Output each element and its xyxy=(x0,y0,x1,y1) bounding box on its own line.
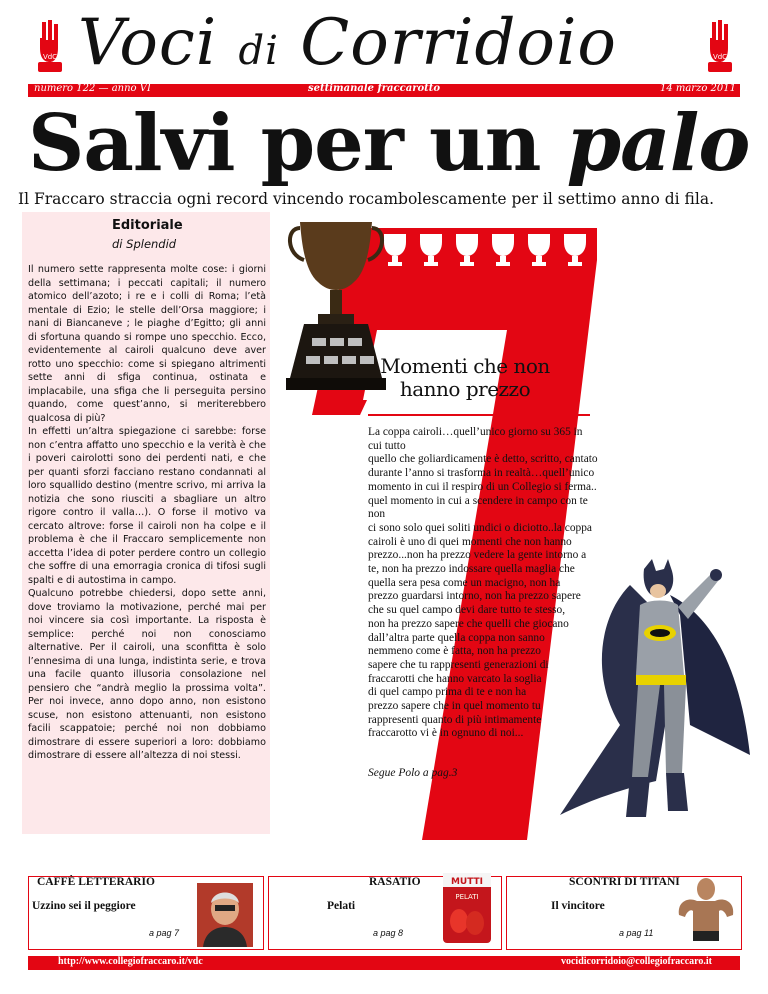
continue-reference-link[interactable]: Segue Polo a pag.3 xyxy=(368,767,458,779)
issue-date: 14 marzo 2011 xyxy=(659,83,736,94)
newspaper-title: Voci di Corridoio xyxy=(78,6,617,80)
feature-line: sapere che tu rappresenti generazioni di xyxy=(368,658,549,671)
editorial-title: Editoriale xyxy=(112,218,183,233)
page-reference: a pag 11 xyxy=(619,928,654,938)
tomato-can-image xyxy=(441,871,493,945)
feature-line: quel momento in cui a scendere in campo con te non xyxy=(368,494,588,521)
section-subtitle: Uzzino sei il peggiore xyxy=(32,900,136,912)
feature-line: te, non ha prezzo indossare quella maglia che xyxy=(368,563,575,576)
section-title: RASATIO xyxy=(369,876,421,888)
bottom-box-rasatio[interactable] xyxy=(268,876,502,950)
hand-logo-icon xyxy=(702,18,738,74)
feature-line: cairoli è uno di quei momenti che non hanno xyxy=(368,535,572,548)
svg-text:PELATI: PELATI xyxy=(455,893,479,901)
headline: Salvi per un palo xyxy=(28,98,750,189)
feature-line: rappresenti quanto di più intimamente xyxy=(368,713,542,726)
editorial-box xyxy=(22,212,270,834)
feature-line: fraccarotto vi è in ognuno di noi... xyxy=(368,727,524,740)
editorial-paragraph: Il numero sette rappresenta molte cose: i giorni della settimana; i peccati capitali; il numero atomico dell’azoto; i re e i colli di Roma; l’età mentale di Ezio; le stelle dell’Orsa maggiore; i nani di Biancaneve ; le piaghe d’Egitto; gli anni di sfortuna quando si rompe uno specchio. Ecco, evidentemente al cairoli qualcuno deve aver rotto uno specchio: come si spiegano altrimenti sette anni di sfiga continua, ostinata e implacabile, una sfiga che li perseguita persino quando, come quest’anno, si meriterebbero qualcosa di più? xyxy=(28,264,266,424)
editorial-author: di Splendid xyxy=(112,237,177,251)
feature-line: quello che goliardicamente è detto, scritto, cantato xyxy=(368,453,598,466)
masthead-logo-right xyxy=(702,18,738,74)
feature-line: non ha prezzo sapere che quelli che giocano xyxy=(368,617,569,630)
issue-number: numero 122 — anno VI xyxy=(34,83,151,94)
tagline: settimanale fraccarotto xyxy=(308,83,441,94)
feature-line: momento in cui il respiro di un Collegio si ferma.. xyxy=(368,480,597,493)
feature-line: ci sono solo quei soliti undici o diciotto..la coppa xyxy=(368,521,592,534)
hand-logo-icon xyxy=(32,18,68,74)
feature-line: di quel campo prima di te e non ha xyxy=(368,686,527,699)
wrestler-photo-image xyxy=(675,871,737,947)
subheadline: Il Fraccaro straccia ogni record vincendo rocambolescamente per il settimo anno di fila. xyxy=(18,190,715,208)
feature-title: Momenti che non hanno prezzo xyxy=(380,354,550,401)
email-link[interactable]: vocidicorridoio@collegiofraccaro.it xyxy=(560,956,712,967)
svg-text:MUTTI: MUTTI xyxy=(450,877,484,887)
feature-line: prezzo...non ha prezzo vedere la gente intorno a xyxy=(368,549,587,562)
bottom-box-scontri-di-titani[interactable] xyxy=(506,876,742,950)
section-title: SCONTRI DI TITANI xyxy=(569,876,680,888)
person-photo-image xyxy=(197,883,253,947)
batman-figure-image xyxy=(560,555,750,840)
feature-line: La coppa cairoli…quell’unico giorno su 365 in cui tutto xyxy=(368,426,583,452)
footer-bar xyxy=(28,956,740,970)
feature-line: che su quel campo devi dare tutto te stesso, xyxy=(368,604,566,617)
masthead-logo-left xyxy=(32,18,68,74)
feature-line: nemmeno come è fatta, non ha prezzo xyxy=(368,645,541,658)
editorial-paragraph: Qualcuno potrebbe chiedersi, dopo sette anni, dove troviamo la motivazione, perché mai per noi vincere sia così importante. La risposta è semplice: perché noi non conosciamo alternative. Per il cairoli, una sconfitta è solo l’ennesima di una lunga, indistinta serie, e trova una facile quanto illusoria consolazione nel pensiero che “andrà meglio la prossima volta”. Per noi invece, anno dopo anno, non esistono scuse, non esistono attenuanti, non esistono facili scappatoie; perché noi non dobbiamo dimostrare di essere superiori a loro: dobbiamo dimostrare di essere all’altezza di noi stessi. xyxy=(28,588,266,761)
feature-line: durante l’anno si trasforma in realtà…quell’unico xyxy=(368,467,595,480)
feature-line: prezzo guardarsi intorno, non ha prezzo sapere xyxy=(368,590,581,603)
feature-line: dall’altra parte quella coppa non sanno xyxy=(368,631,545,644)
editorial-paragraph: In effetti un’altra spiegazione ci sarebbe: forse non c’entra affatto uno specchio e la verità è che i poveri cairolotti sono dei perdenti nati, e che per quanti sforzi facciano restano condannati al loro squallido destino (mentre scrivo, mi arriva la notizia che sono riusciti a sbagliare un altro rigore contro il valla…). O forse il motivo va cercato altrove: forse il cairoli non ha colpe e il problema è che il Fraccaro semplicemente non accetta l’idea di poter perdere contro un collegio che soffre di una emorragia cronica di tifosi sugli spalti e di autostima in campo. xyxy=(28,426,266,586)
website-link[interactable]: http://www.collegiofraccaro.it/vdc xyxy=(58,956,203,967)
section-title: CAFFÈ LETTERARIO xyxy=(37,876,155,888)
page-reference: a pag 8 xyxy=(373,928,404,938)
bottom-box-caffe-letterario[interactable] xyxy=(28,876,264,950)
feature-title-rule xyxy=(368,414,590,416)
feature-line: fraccarotti che hanno varcato la soglia xyxy=(368,672,542,685)
editorial-body xyxy=(28,263,266,763)
masthead-info-bar xyxy=(28,84,740,97)
svg-text:VdC: VdC xyxy=(712,53,728,61)
section-subtitle: Il vincitore xyxy=(551,900,605,912)
section-subtitle: Pelati xyxy=(327,900,356,912)
svg-text:VdC: VdC xyxy=(42,53,58,61)
feature-line: prezzo sapere che in quel momento tu xyxy=(368,700,541,713)
feature-line: quella sera pesa come un macigno, non ha xyxy=(368,576,561,589)
page-reference: a pag 7 xyxy=(149,928,180,938)
